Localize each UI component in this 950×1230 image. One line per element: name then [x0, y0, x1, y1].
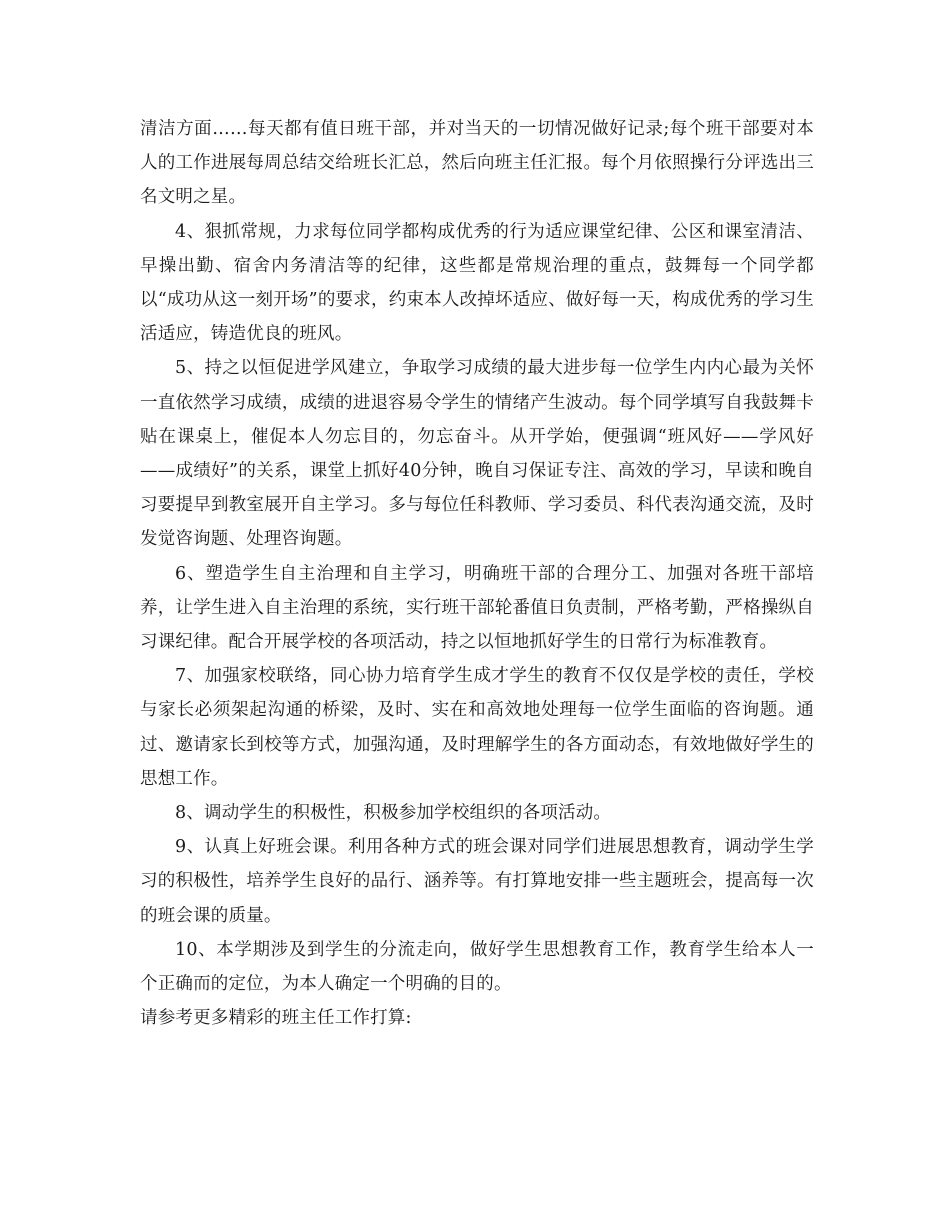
closing-line: 请参考更多精彩的班主任工作打算: [140, 1008, 412, 1029]
paragraph-item-4: 4、狠抓常规，力求每位同学都构成优秀的行为适应课堂纪律、公区和课室清洁、早操出勤、宿舍内务清洁等的纪律，这些都是常规治理的重点，鼓舞每一个同学都以“成功从这一刻开场”的要求，约束本人改掉坏适应、做好每一天，构成优秀的学习生活适应，铸造优良的班风。 [140, 221, 814, 345]
paragraph-cleaning-duty: 清洁方面……每天都有值日班干部，并对当天的一切情况做好记录;每个班干部要对本人的工作进展每周总结交给班长汇总，然后向班主任汇报。每个月依照操行分评选出三名文明之星。 [140, 119, 814, 208]
document-body [140, 112, 814, 1035]
paragraph-item-7: 7、加强家校联络，同心协力培育学生成才学生的教育不仅仅是学校的责任，学校与家长必须架起沟通的桥梁，及时、实在和高效地处理每一位学生面临的咨询题。通过、邀请家长到校等方式，加强沟通，及时理解学生的各方面动态，有效地做好学生的思想工作。 [140, 666, 814, 789]
paragraph-item-6: 6、塑造学生自主治理和自主学习，明确班干部的合理分工、加强对各班干部培养，让学生进入自主治理的系统，实行班干部轮番值日负责制，严格考勤，严格操纵自习课纪律。配合开展学校的各项活动，持之以恒地抓好学生的日常行为标准教育。 [140, 563, 814, 653]
paragraph-item-8: 8、调动学生的积极性，积极参加学校组织的各项活动。 [175, 803, 612, 824]
paragraph-item-5: 5、持之以恒促进学风建立，争取学习成绩的最大进步每一位学生内内心最为关怀一直依然学习成绩，成绩的进退容易令学生的情绪产生波动。每个同学填写自我鼓舞卡贴在课桌上，催促本人勿忘目的，勿忘奋斗。从开学始，便强调“班风好——学风好——成绩好”的关系，课堂上抓好40分钟，晚自习保证专注、高效的学习，早读和晚自习要提早到教室展开自主学习。多与每位任科教师、学习委员、科代表沟通交流，及时发觉咨询题、处理咨询题。 [140, 358, 814, 550]
paragraph-item-9: 9、认真上好班会课。利用各种方式的班会课对同学们进展思想教育，调动学生学习的积极性，培养学生良好的品行、涵养等。有打算地安排一些主题班会，提高每一次的班会课的质量。 [140, 837, 814, 926]
paragraph-item-10: 10、本学期涉及到学生的分流走向，做好学生思想教育工作，教育学生给本人一个正确而的定位，为本人确定一个明确的目的。 [140, 939, 814, 995]
